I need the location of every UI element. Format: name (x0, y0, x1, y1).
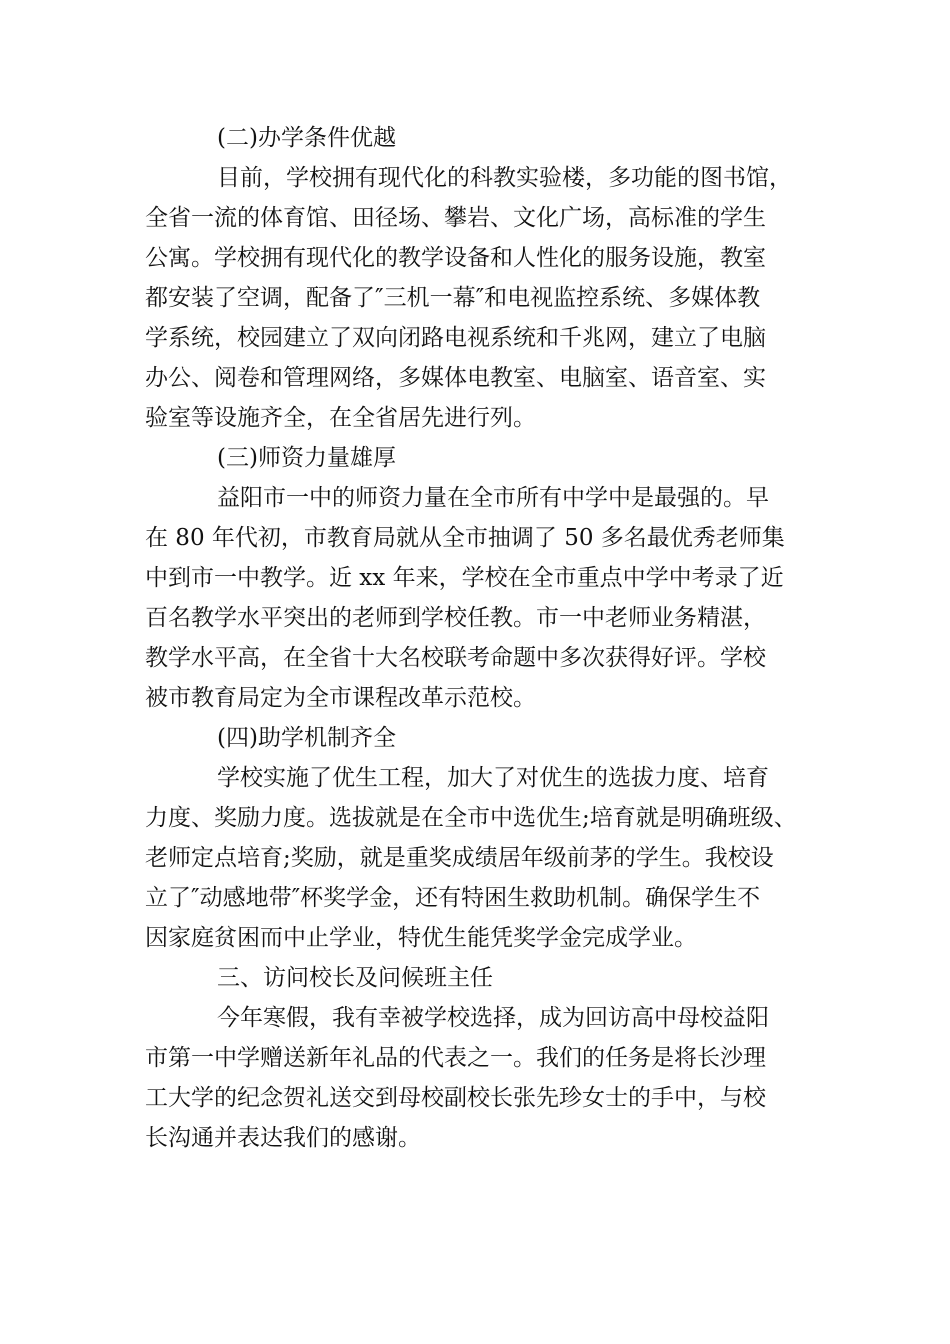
paragraph-line: 办公、阅卷和管理网络，多媒体电教室、电脑室、语音室、实 (145, 365, 766, 391)
paragraph-line: 今年寒假，我有幸被学校选择，成为回访高中母校益阳 (217, 1005, 769, 1031)
paragraph-line: 验室等设施齐全，在全省居先进行列。 (145, 405, 536, 431)
paragraph-line: 市第一中学赠送新年礼品的代表之一。我们的任务是将长沙理 (145, 1045, 766, 1071)
paragraph-line: 在 80 年代初，市教育局就从全市抽调了 50 多名最优秀老师集 (145, 525, 785, 551)
paragraph-line: 百名教学水平突出的老师到学校任教。市一中老师业务精湛， (145, 605, 766, 631)
paragraph-line: 学系统，校园建立了双向闭路电视系统和千兆网，建立了电脑 (145, 325, 766, 351)
paragraph-line: 老师定点培育;奖励，就是重奖成绩居年级前茅的学生。我校设 (145, 845, 774, 871)
paragraph-line: 公寓。学校拥有现代化的教学设备和人性化的服务设施，教室 (145, 245, 766, 271)
document-body (145, 118, 805, 1158)
paragraph-line: 都安装了空调，配备了″三机一幕″和电视监控系统、多媒体教 (145, 285, 761, 311)
paragraph-line: 教学水平高，在全省十大名校联考命题中多次获得好评。学校 (145, 645, 766, 671)
section-heading-facilities: (二)办学条件优越 (217, 125, 396, 151)
paragraph-line: 力度、奖励力度。选拔就是在全市中选优生;培育就是明确班级、 (145, 805, 797, 831)
paragraph-line: 学校实施了优生工程，加大了对优生的选拔力度、培育 (217, 765, 769, 791)
paragraph-line: 中到市一中教学。近 xx 年来，学校在全市重点中学中考录了近 (145, 565, 784, 591)
paragraph-line: 长沟通并表达我们的感谢。 (145, 1125, 421, 1151)
section-heading-aid: (四)助学机制齐全 (217, 725, 396, 751)
section-heading-visit: 三、访问校长及问候班主任 (217, 965, 493, 991)
paragraph-line: 益阳市一中的师资力量在全市所有中学中是最强的。早 (217, 485, 769, 511)
paragraph-line: 被市教育局定为全市课程改革示范校。 (145, 685, 536, 711)
paragraph-line: 立了″动感地带″杯奖学金，还有特困生救助机制。确保学生不 (145, 885, 761, 911)
section-heading-teachers: (三)师资力量雄厚 (217, 445, 396, 471)
paragraph-line: 全省一流的体育馆、田径场、攀岩、文化广场，高标准的学生 (145, 205, 766, 231)
paragraph-line: 目前，学校拥有现代化的科教实验楼，多功能的图书馆， (217, 165, 792, 191)
paragraph-line: 因家庭贫困而中止学业，特优生能凭奖学金完成学业。 (145, 925, 697, 951)
paragraph-line: 工大学的纪念贺礼送交到母校副校长张先珍女士的手中，与校 (145, 1085, 766, 1111)
